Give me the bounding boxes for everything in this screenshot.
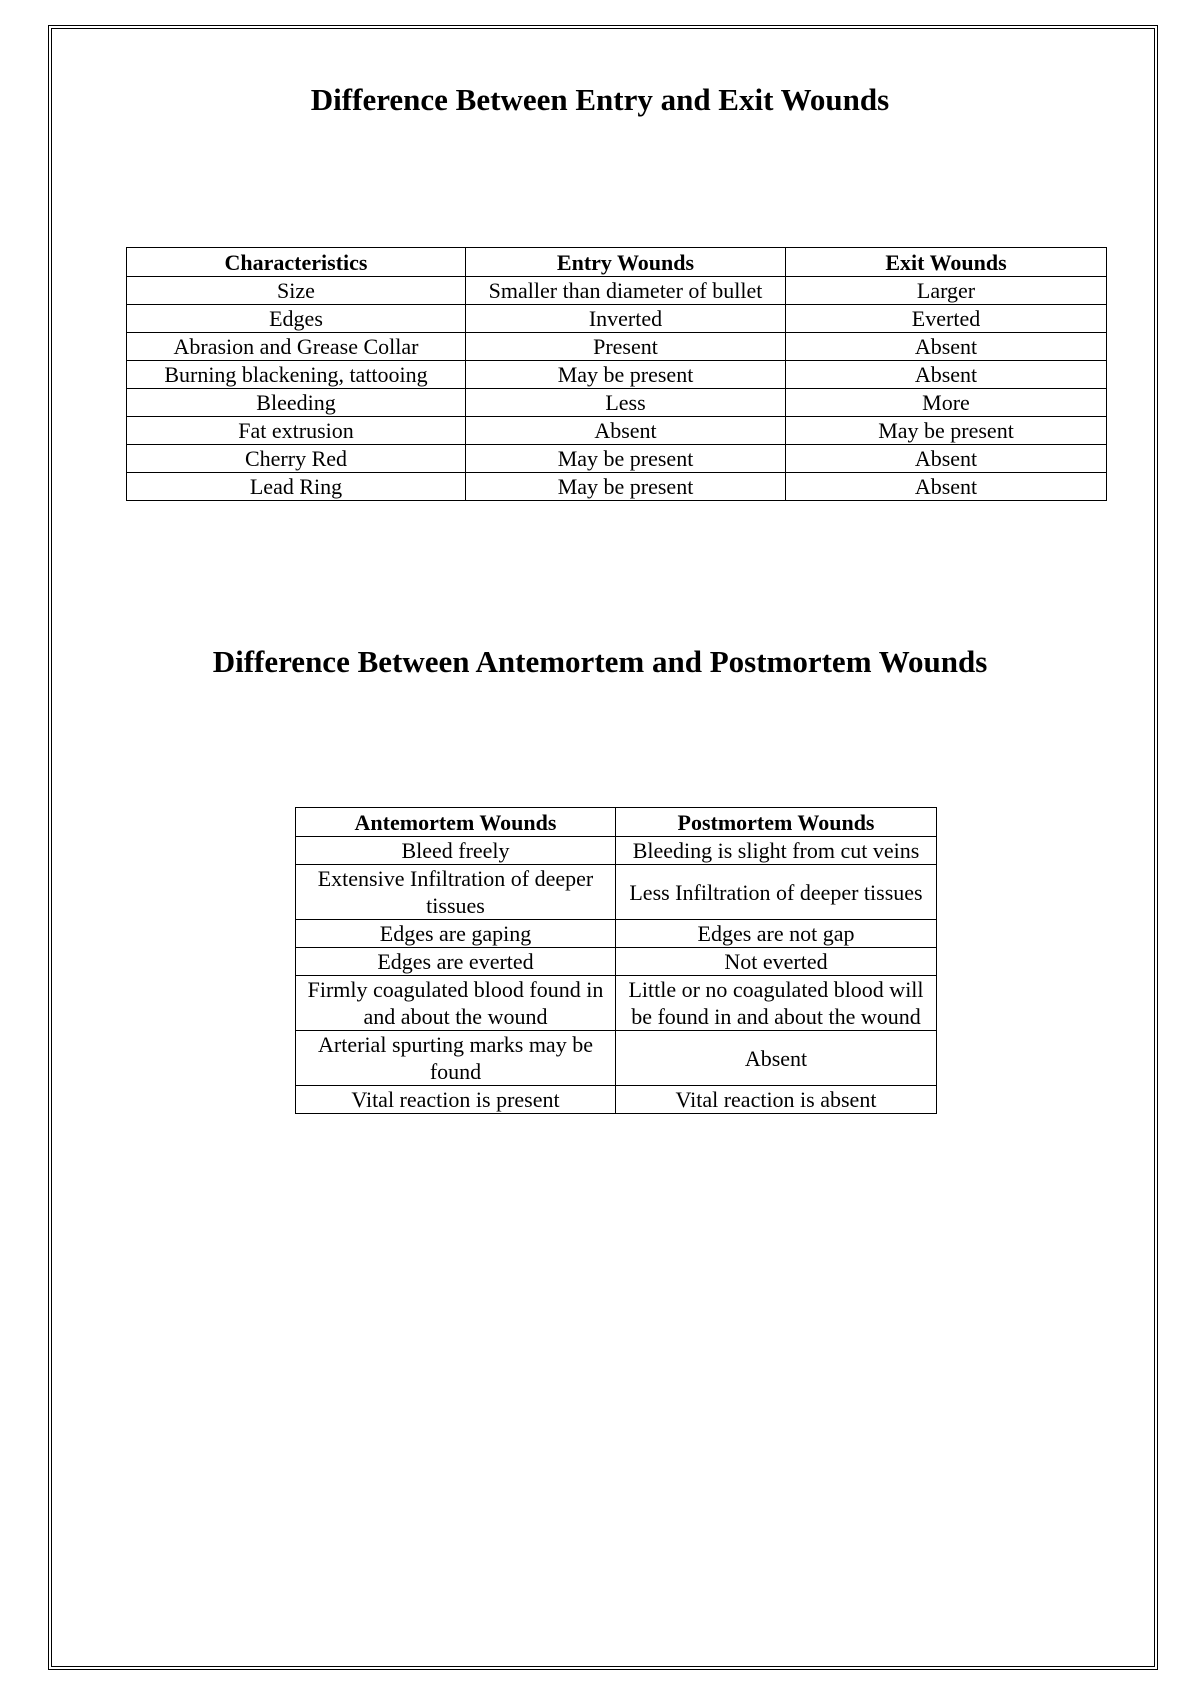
table-cell: Absent xyxy=(786,445,1107,473)
column-header: Entry Wounds xyxy=(466,248,786,277)
table-cell: May be present xyxy=(466,361,786,389)
table-row xyxy=(296,837,937,865)
table-cell: Cherry Red xyxy=(127,445,466,473)
antemortem-postmortem-table xyxy=(295,807,937,1114)
table-row xyxy=(127,417,1107,445)
table-cell: Extensive Infiltration of deeper tissues xyxy=(296,865,616,920)
table-cell: Absent xyxy=(786,361,1107,389)
table-cell: Absent xyxy=(466,417,786,445)
column-header: Exit Wounds xyxy=(786,248,1107,277)
table-cell: Vital reaction is present xyxy=(296,1086,616,1114)
table-row xyxy=(127,305,1107,333)
table-cell: Bleed freely xyxy=(296,837,616,865)
section2-title: Difference Between Antemortem and Postmortem Wounds xyxy=(212,644,988,679)
table-cell: Edges xyxy=(127,305,466,333)
table-row xyxy=(127,333,1107,361)
entry-exit-table xyxy=(126,247,1107,501)
table-cell: Inverted xyxy=(466,305,786,333)
table-cell: Less xyxy=(466,389,786,417)
table-row xyxy=(296,976,937,1031)
table-cell: May be present xyxy=(466,445,786,473)
table-cell: Absent xyxy=(786,333,1107,361)
column-header: Antemortem Wounds xyxy=(296,808,616,837)
table-row xyxy=(127,361,1107,389)
table-cell: Bleeding xyxy=(127,389,466,417)
table-row xyxy=(296,1086,937,1114)
table-cell: Larger xyxy=(786,277,1107,305)
column-header: Characteristics xyxy=(127,248,466,277)
table-cell: Burning blackening, tattooing xyxy=(127,361,466,389)
column-header: Postmortem Wounds xyxy=(616,808,937,837)
table-cell: Not everted xyxy=(616,948,937,976)
table-row xyxy=(127,389,1107,417)
table-cell: May be present xyxy=(466,473,786,501)
table-cell: May be present xyxy=(786,417,1107,445)
table-row xyxy=(127,277,1107,305)
table-cell: Absent xyxy=(786,473,1107,501)
table-cell: Everted xyxy=(786,305,1107,333)
table-row xyxy=(127,445,1107,473)
table-cell: Absent xyxy=(616,1031,937,1086)
table-cell: Smaller than diameter of bullet xyxy=(466,277,786,305)
table-cell: Edges are everted xyxy=(296,948,616,976)
table-cell: Size xyxy=(127,277,466,305)
table-header-row xyxy=(296,808,937,837)
table-row xyxy=(296,948,937,976)
table-cell: Arterial spurting marks may be found xyxy=(296,1031,616,1086)
table-cell: Present xyxy=(466,333,786,361)
table-cell: Vital reaction is absent xyxy=(616,1086,937,1114)
table-row xyxy=(127,473,1107,501)
table-row xyxy=(296,1031,937,1086)
section1-title: Difference Between Entry and Exit Wounds xyxy=(310,82,890,117)
table-header-row xyxy=(127,248,1107,277)
table-cell: Edges are gaping xyxy=(296,920,616,948)
table-cell: Fat extrusion xyxy=(127,417,466,445)
table-cell: Little or no coagulated blood will be found in and about the wound xyxy=(616,976,937,1031)
table-cell: More xyxy=(786,389,1107,417)
table-cell: Abrasion and Grease Collar xyxy=(127,333,466,361)
table-cell: Edges are not gap xyxy=(616,920,937,948)
table-cell: Firmly coagulated blood found in and about the wound xyxy=(296,976,616,1031)
table-row xyxy=(296,920,937,948)
table-row xyxy=(296,865,937,920)
table-cell: Bleeding is slight from cut veins xyxy=(616,837,937,865)
table-cell: Lead Ring xyxy=(127,473,466,501)
table-cell: Less Infiltration of deeper tissues xyxy=(616,865,937,920)
